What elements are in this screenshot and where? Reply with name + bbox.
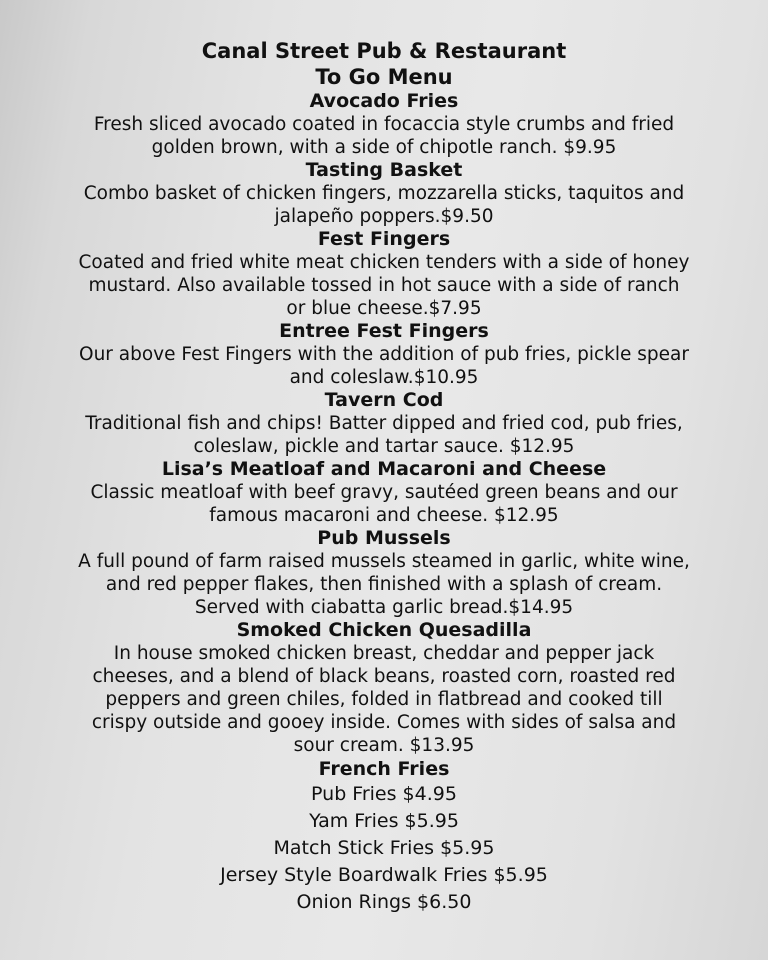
menu-item-name: Tavern Cod [324,389,444,411]
description-line: Traditional fish and chips! Batter dipped and fried cod, pub fries, [85,413,683,434]
menu-item-name: Smoked Chicken Quesadilla [236,619,532,641]
description-line: A full pound of farm raised mussels steamed in garlic, white wine, [78,551,690,572]
menu-item-name: Fest Fingers [317,228,451,250]
menu-item [0,159,768,228]
description-line: crispy outside and gooey inside. Comes with sides of salsa and [91,712,677,733]
fries-list [0,781,768,916]
menu-item-name: Pub Mussels [317,527,451,549]
description-line: mustard. Also available tossed in hot sauce with a side of ranch [88,275,680,296]
description-line: golden brown, with a side of chipotle ranch. $9.95 [151,137,617,158]
menu-item-description [0,113,768,159]
menu-item-description [0,412,768,458]
fries-item: Pub Fries $4.95 [311,783,457,805]
menu-item-description [0,481,768,527]
menu-item [0,619,768,757]
menu-header [0,0,768,90]
description-line: and red pepper flakes, then finished with a splash of cream. [105,574,663,595]
fries-item: Onion Rings $6.50 [296,891,472,913]
menu-item-name: Avocado Fries [309,90,459,112]
menu-item [0,389,768,458]
description-line: or blue cheese.$7.95 [286,298,482,319]
menu-item [0,458,768,527]
menu-item [0,320,768,389]
menu-item-description [0,182,768,228]
menu-items [0,90,768,757]
menu-title: To Go Menu [315,65,453,89]
menu-item-name: Lisa’s Meatloaf and Macaroni and Cheese [161,458,607,480]
description-line: Classic meatloaf with beef gravy, sautéed green beans and our [90,482,678,503]
description-line: Served with ciabatta garlic bread.$14.95 [194,597,574,618]
fries-item: Jersey Style Boardwalk Fries $5.95 [220,864,548,886]
description-line: cheeses, and a blend of black beans, roasted corn, roasted red [92,666,676,687]
fries-item: Yam Fries $5.95 [309,810,459,832]
menu-item-description [0,550,768,619]
menu-item-name: Entree Fest Fingers [279,320,489,342]
fries-item: Match Stick Fries $5.95 [273,837,495,859]
menu-item [0,527,768,619]
description-line: coleslaw, pickle and tartar sauce. $12.95 [193,436,575,457]
menu-item [0,228,768,320]
description-line: and coleslaw.$10.95 [289,367,479,388]
description-line: Combo basket of chicken fingers, mozzarella sticks, taquitos and [83,183,685,204]
description-line: peppers and green chiles, folded in flatbread and cooked till [105,689,663,710]
description-line: Fresh sliced avocado coated in focaccia style crumbs and fried [93,114,675,135]
menu-item-description [0,343,768,389]
french-fries-section [0,758,768,916]
description-line: famous macaroni and cheese. $12.95 [209,505,559,526]
description-line: Coated and fried white meat chicken tenders with a side of honey [78,252,690,273]
description-line: jalapeño poppers.$9.50 [274,206,494,227]
menu-item-name: Tasting Basket [305,159,463,181]
menu-item-description [0,642,768,757]
menu-item [0,90,768,159]
menu-item-description [0,251,768,320]
french-fries-title: French Fries [318,758,450,780]
description-line: Our above Fest Fingers with the addition of pub fries, pickle spear [79,344,689,365]
restaurant-name: Canal Street Pub & Restaurant [201,39,567,63]
description-line: In house smoked chicken breast, cheddar and pepper jack [113,643,655,664]
description-line: sour cream. $13.95 [293,735,475,756]
